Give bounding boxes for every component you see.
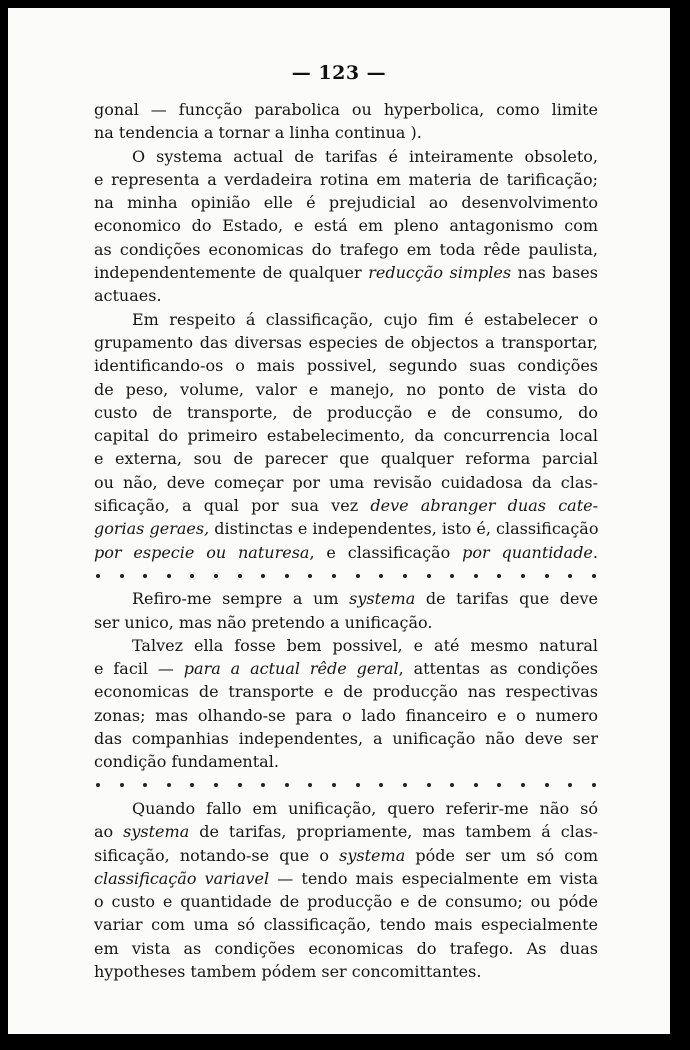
text-line: economicas de transporte e de producção nas respectivas xyxy=(94,682,598,702)
paragraph-3 xyxy=(94,308,598,564)
dot xyxy=(545,783,549,787)
text-line xyxy=(94,657,598,680)
dot xyxy=(521,783,525,787)
italic-phrase: deve abranger duas cate- xyxy=(370,496,598,516)
text-segment: ao xyxy=(94,822,124,842)
text-line: ou não, deve começar por uma revisão cuidadosa da clas- xyxy=(94,472,598,492)
text-line: e externa, sou de parecer que qualquer reforma parcial xyxy=(94,449,598,469)
dot xyxy=(592,574,596,578)
text-line: de peso, volume, valor e manejo, no ponto de vista do xyxy=(94,379,598,399)
dot xyxy=(167,574,171,578)
text-line: as condições economicas do trafego em toda rêde paulista, xyxy=(94,239,598,259)
italic-phrase: systema xyxy=(349,589,416,609)
text-line: O systema actual de tarifas é inteiramente obsoleto, xyxy=(132,146,598,166)
text-line xyxy=(94,541,598,564)
text-line: Talvez ella fosse bem possivel, e até mesmo natural xyxy=(132,635,598,655)
dot xyxy=(167,783,171,787)
dot xyxy=(356,783,360,787)
dot xyxy=(332,574,336,578)
dot xyxy=(285,574,289,578)
dot xyxy=(592,783,596,787)
ellipsis-separator xyxy=(94,774,598,797)
ellipsis-separator xyxy=(94,564,598,587)
dot xyxy=(474,574,478,578)
dot xyxy=(450,783,454,787)
dot xyxy=(261,783,265,787)
dot xyxy=(285,783,289,787)
dot xyxy=(427,574,431,578)
paragraph-5 xyxy=(94,634,598,774)
dot xyxy=(450,574,454,578)
dot xyxy=(96,574,100,578)
dot xyxy=(379,574,383,578)
text-segment: e facil — xyxy=(94,659,184,679)
text-segment: independentemente de qualquer xyxy=(94,263,369,283)
text-line: economico do Estado, e está em pleno antagonismo com xyxy=(94,216,598,236)
paragraph-4 xyxy=(94,587,598,634)
text-line: das companhias independentes, a unificação não deve ser xyxy=(94,729,598,749)
dot xyxy=(214,574,218,578)
text-line: na minha opinião elle é prejudicial ao desenvolvimento xyxy=(94,193,598,213)
text-segment: sificação, a qual por sua vez xyxy=(94,496,371,516)
dot xyxy=(545,574,549,578)
text-line xyxy=(94,820,598,843)
dot xyxy=(403,574,407,578)
dot xyxy=(308,574,312,578)
dot xyxy=(568,783,572,787)
text-segment: de tarifas que deve xyxy=(415,589,598,609)
text-segment: — tendo mais especialmente em vista xyxy=(269,868,598,888)
text-line: hypotheses tambem pódem ser concomittantes. xyxy=(94,961,482,981)
text-line: variar com uma só classificação, tendo mais especialmente xyxy=(94,915,598,935)
paragraph-1 xyxy=(94,98,598,145)
dot xyxy=(497,783,501,787)
dot xyxy=(308,783,312,787)
italic-phrase: por quantidade xyxy=(462,542,593,562)
dot xyxy=(332,783,336,787)
dot xyxy=(120,783,124,787)
text-segment: nas bases xyxy=(511,263,598,283)
dot xyxy=(261,574,265,578)
text-segment: sificação, notando-se que o xyxy=(94,845,340,865)
text-line xyxy=(94,867,598,890)
text-line: ser unico, mas não pretendo a unificação. xyxy=(94,612,433,632)
dot xyxy=(120,574,124,578)
text-line: custo de transporte, de producção e de consumo, do xyxy=(94,402,598,422)
italic-phrase: systema xyxy=(339,845,406,865)
text-segment: . xyxy=(592,542,598,562)
text-line: actuaes. xyxy=(94,286,162,306)
dot xyxy=(190,574,194,578)
text-segment: póde ser um só com xyxy=(405,845,598,865)
text-line: condição fundamental. xyxy=(94,752,279,772)
text-line: em vista as condições economicas do trafego. As duas xyxy=(94,938,598,958)
dot xyxy=(568,574,572,578)
dot xyxy=(96,783,100,787)
text-line: Em respeito á classificação, cujo fim é estabelecer o xyxy=(132,309,598,329)
paragraph-6 xyxy=(94,797,598,983)
text-line: gonal — funcção parabolica ou hyperbolica, como limite xyxy=(94,100,598,119)
dot xyxy=(143,783,147,787)
paragraph-2 xyxy=(94,145,598,308)
dot xyxy=(214,783,218,787)
text-line xyxy=(94,494,598,517)
dot xyxy=(143,574,147,578)
italic-phrase: reducção simples xyxy=(368,263,512,283)
dot xyxy=(427,783,431,787)
italic-phrase: por especie ou naturesa xyxy=(94,542,310,562)
text-line: e representa a verdadeira rotina em materia de tarificação; xyxy=(94,169,598,189)
dot xyxy=(379,783,383,787)
text-line: na tendencia a tornar a linha continua ). xyxy=(94,123,422,143)
italic-phrase: para a actual rêde geral xyxy=(183,659,399,679)
dot xyxy=(474,783,478,787)
body-text xyxy=(94,98,598,983)
text-line: grupamento das diversas especies de objectos a transportar, xyxy=(94,332,598,352)
text-line: zonas; mas olhando-se para o lado financeiro e o numero xyxy=(94,705,598,725)
dot xyxy=(497,574,501,578)
italic-phrase: systema xyxy=(123,822,190,842)
text-segment: distinctas e independentes, isto é, classificação xyxy=(209,519,599,539)
text-line: Quando fallo em unificação, quero referir-me não só xyxy=(132,798,598,818)
dot xyxy=(238,574,242,578)
text-line: identificando-os o mais possivel, segundo suas condições xyxy=(94,356,598,376)
dot xyxy=(356,574,360,578)
dot xyxy=(403,783,407,787)
text-line xyxy=(94,261,598,284)
text-line: capital do primeiro estabelecimento, da concurrencia local xyxy=(94,426,598,446)
italic-phrase: gorias geraes, xyxy=(94,519,210,539)
text-line xyxy=(94,517,598,540)
book-page xyxy=(8,8,670,1034)
text-line xyxy=(94,844,598,867)
text-line: o custo e quantidade de producção e de consumo; ou póde xyxy=(94,892,598,912)
dot xyxy=(190,783,194,787)
text-line xyxy=(94,587,598,610)
dot xyxy=(521,574,525,578)
text-segment: de tarifas, propriamente, mas tambem á clas- xyxy=(189,822,598,842)
page-number: — 123 — xyxy=(291,62,387,84)
italic-phrase: classificação variavel xyxy=(94,868,270,888)
text-segment: , e classificação xyxy=(309,542,463,562)
text-segment: Refiro-me sempre a um xyxy=(132,589,350,609)
text-segment: , attentas as condições xyxy=(398,659,598,679)
dot xyxy=(238,783,242,787)
